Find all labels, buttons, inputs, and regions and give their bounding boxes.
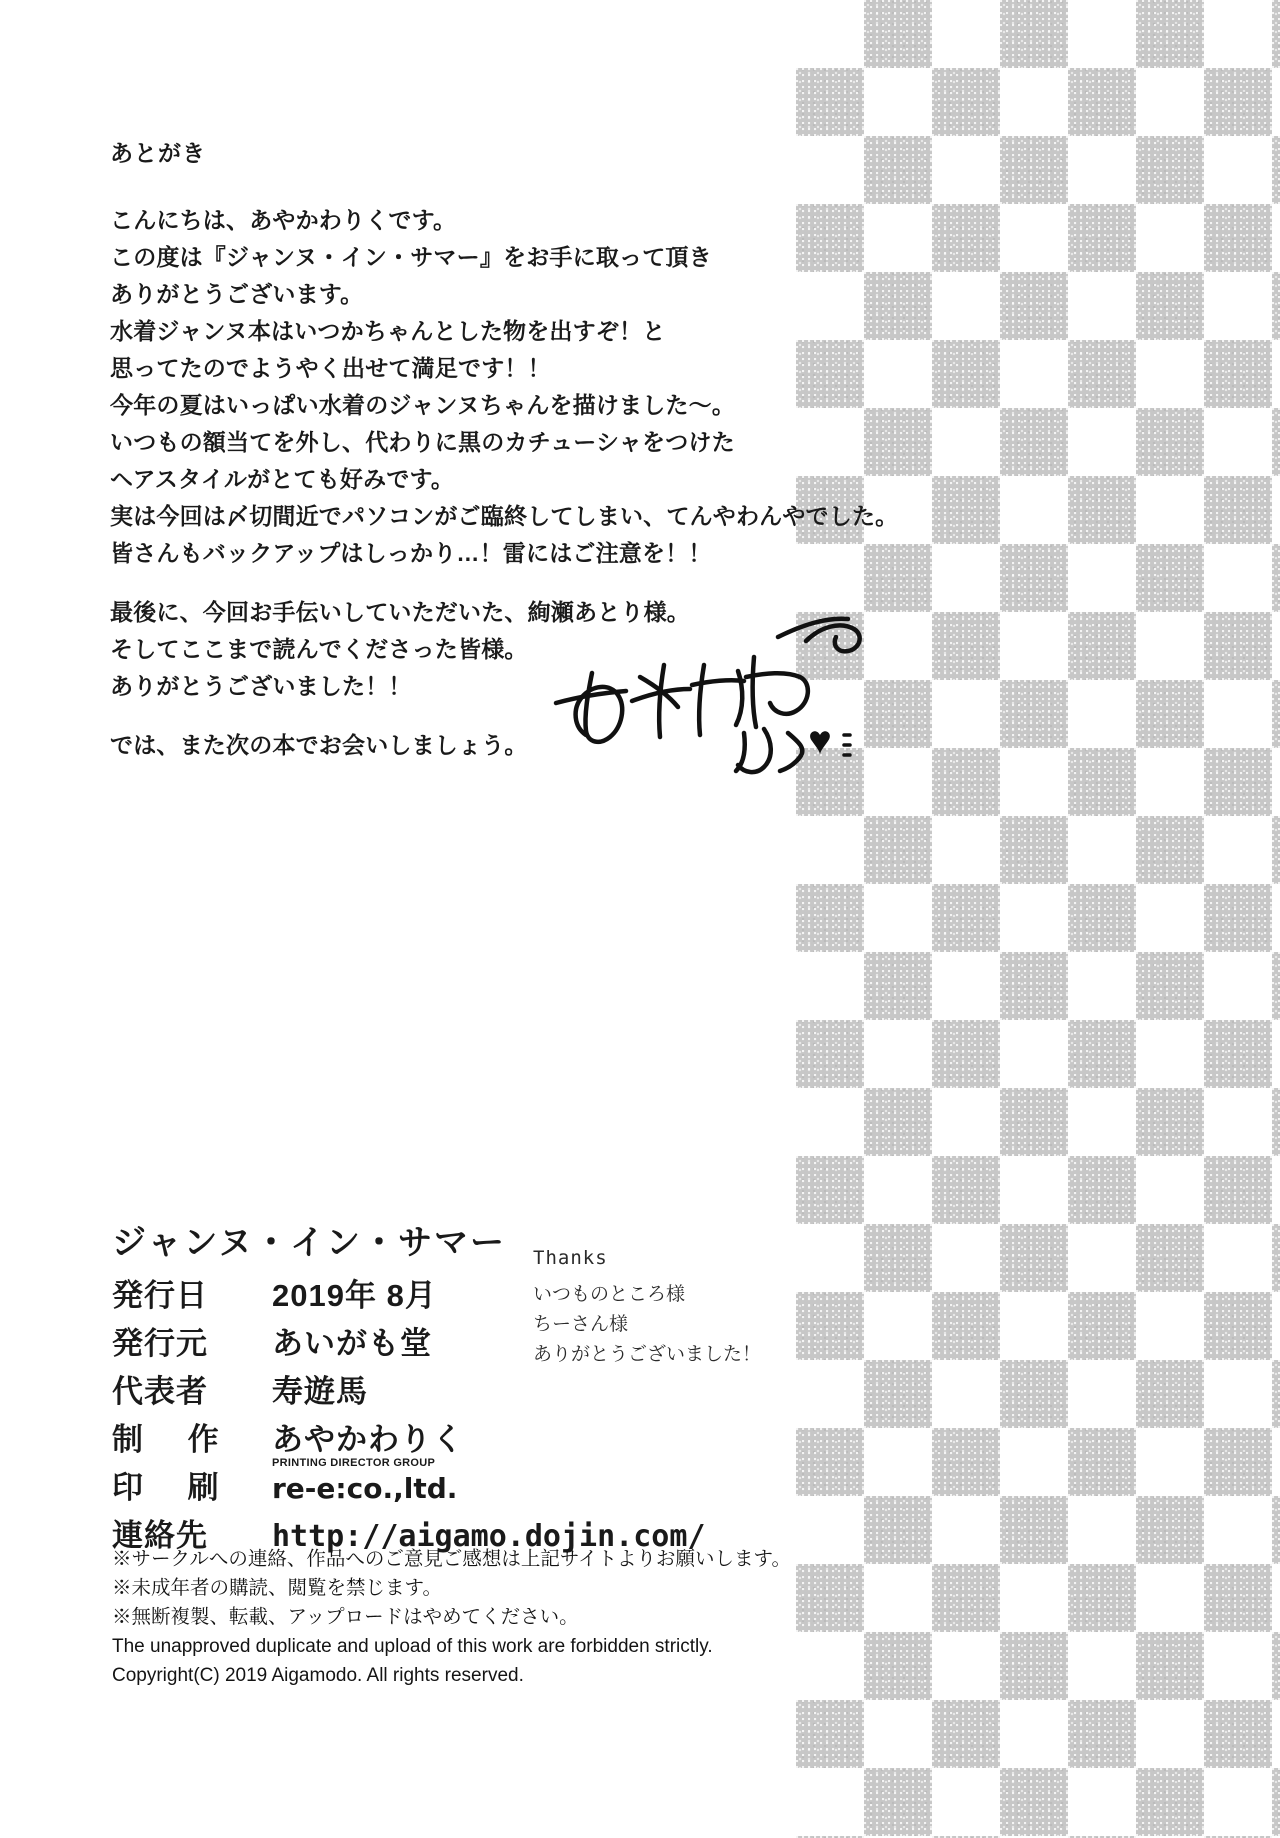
author-signature — [548, 585, 878, 775]
colophon-row-printing — [112, 1457, 892, 1510]
checker-cell — [1204, 68, 1272, 136]
checker-cell — [864, 1088, 932, 1156]
checker-cell — [932, 1564, 1000, 1632]
checker-cell — [1204, 340, 1272, 408]
afterword-line: 思ってたのでようやく出せて満足です！！ — [110, 355, 551, 381]
checker-cell — [1272, 272, 1280, 340]
colophon-row-publisher — [112, 1318, 892, 1366]
checker-cell — [1068, 612, 1136, 680]
checker-cell — [932, 748, 1000, 816]
colophon-label: 発行元 — [112, 1326, 208, 1361]
checker-cell — [864, 408, 932, 476]
checker-cell — [864, 816, 932, 884]
thanks-section — [533, 1243, 761, 1369]
afterword-line: ヘアスタイルがとても好みです。 — [110, 466, 455, 492]
colophon-row-production — [112, 1414, 892, 1462]
checker-cell — [1136, 1496, 1204, 1564]
checker-cell — [932, 1020, 1000, 1088]
colophon-label: 連絡先 — [112, 1518, 208, 1553]
checker-cell — [1204, 612, 1272, 680]
checker-cell — [796, 1156, 864, 1224]
checker-cell — [796, 884, 864, 952]
checker-cell — [1136, 680, 1204, 748]
contact-url[interactable]: http://aigamo.dojin.com/ — [272, 1519, 706, 1554]
printer-block — [272, 1457, 458, 1505]
checker-cell — [1204, 748, 1272, 816]
checker-cell — [1272, 1632, 1280, 1700]
colophon-label: 代表者 — [112, 1374, 208, 1409]
checker-cell — [1000, 1496, 1068, 1564]
checker-cell — [1136, 1360, 1204, 1428]
checker-cell — [1272, 0, 1280, 68]
checker-cell — [932, 340, 1000, 408]
afterword-line: いつもの額当てを外し、代わりに黒のカチューシャをつけた — [110, 429, 735, 455]
note-line: ※未成年者の購読、閲覧を禁じます。 — [112, 1577, 442, 1599]
checker-cell — [1136, 272, 1204, 340]
afterword-line: 水着ジャンヌ本はいつかちゃんとした物を出すぞ！と — [110, 318, 666, 344]
checker-cell — [932, 1292, 1000, 1360]
checker-cell — [1068, 340, 1136, 408]
checker-cell — [1272, 680, 1280, 748]
afterword-line: 実は今回は〆切間近でパソコンがご臨終してしまい、てんやわんやでした。 — [110, 503, 899, 529]
colophon-row-publish-date — [112, 1270, 892, 1318]
afterword-line: 最後に、今回お手伝いしていただいた、絢瀬あとり様。 — [110, 599, 690, 625]
checker-cell — [1068, 1020, 1136, 1088]
checker-cell — [864, 1768, 932, 1836]
afterword-line: こんにちは、あやかわりくです。 — [110, 207, 457, 233]
checker-cell — [1068, 1700, 1136, 1768]
checker-cell — [1068, 1564, 1136, 1632]
checker-cell — [1204, 476, 1272, 544]
checker-cell — [796, 1700, 864, 1768]
checker-cell — [1136, 408, 1204, 476]
checker-cell — [1272, 1768, 1280, 1836]
checker-cell — [1000, 680, 1068, 748]
checker-cell — [1204, 1428, 1272, 1496]
checker-cell — [1000, 1360, 1068, 1428]
thanks-line: いつものところ様 — [533, 1283, 686, 1305]
checker-cell — [1136, 1632, 1204, 1700]
checker-cell — [796, 68, 864, 136]
checker-cell — [1136, 1768, 1204, 1836]
checker-cell — [1204, 1564, 1272, 1632]
colophon-value: あいがも堂 — [272, 1326, 432, 1361]
checker-cell — [1000, 136, 1068, 204]
checker-cell — [1068, 68, 1136, 136]
checker-cell — [1204, 204, 1272, 272]
checker-cell — [1000, 544, 1068, 612]
afterword-line: ありがとうございます。 — [110, 281, 364, 307]
checker-cell — [1068, 1428, 1136, 1496]
afterword-line: ありがとうございました！！ — [110, 673, 412, 699]
checker-cell — [1136, 1088, 1204, 1156]
checker-cell — [1000, 816, 1068, 884]
checker-cell — [1068, 748, 1136, 816]
checker-cell — [932, 204, 1000, 272]
checker-cell — [1272, 1088, 1280, 1156]
note-line: ※無断複製、転載、アップロードはやめてください。 — [112, 1606, 579, 1628]
checker-cell — [1000, 408, 1068, 476]
checker-cell — [1272, 816, 1280, 884]
checker-cell — [1272, 408, 1280, 476]
checker-cell — [1204, 1156, 1272, 1224]
checker-cell — [1136, 0, 1204, 68]
checker-cell — [864, 0, 932, 68]
colophon-section — [112, 1215, 892, 1558]
checker-cell — [932, 68, 1000, 136]
checker-cell — [1272, 952, 1280, 1020]
note-line-english: The unapproved duplicate and upload of this work are forbidden strictly. — [112, 1636, 713, 1657]
checker-cell — [1000, 0, 1068, 68]
checker-cell — [1136, 136, 1204, 204]
colophon-label: 制 作 — [112, 1422, 237, 1457]
afterword-paragraph-1 — [110, 202, 899, 572]
colophon-value: re-e:co.,ltd. — [272, 1472, 458, 1505]
checker-cell — [1068, 204, 1136, 272]
colophon-label: 印 刷 — [112, 1470, 237, 1505]
thanks-heading: Thanks — [533, 1247, 608, 1269]
afterword-line: そしてここまで読んでくださった皆様。 — [110, 636, 528, 662]
afterword-line: この度は『ジャンヌ・イン・サマー』をお手に取って頂き — [110, 244, 712, 270]
checker-cell — [932, 1428, 1000, 1496]
checker-cell — [1272, 136, 1280, 204]
checker-cell — [864, 952, 932, 1020]
afterword-line: 今年の夏はいっぱい水着のジャンヌちゃんを描けました～。 — [110, 392, 736, 418]
checker-cell — [864, 136, 932, 204]
colophon-row-representative — [112, 1366, 892, 1414]
thanks-line: ちーさん様 — [533, 1313, 629, 1335]
colophon-title: ジャンヌ・イン・サマー — [112, 1224, 506, 1262]
checker-cell — [1068, 476, 1136, 544]
checker-cell — [1000, 1632, 1068, 1700]
checker-cell — [1136, 816, 1204, 884]
note-line: ※サークルへの連絡、作品へのご意見ご感想は上記サイトよりお願いします。 — [112, 1548, 791, 1570]
checker-cell — [1136, 544, 1204, 612]
afterword-line: では、また次の本でお会いしましょう。 — [110, 732, 528, 758]
thanks-line: ありがとうございました！ — [533, 1343, 762, 1365]
checker-cell — [932, 612, 1000, 680]
checker-cell — [1068, 1156, 1136, 1224]
checker-cell — [1272, 1496, 1280, 1564]
checker-cell — [1068, 1292, 1136, 1360]
checker-cell — [1204, 884, 1272, 952]
checker-cell — [1204, 1292, 1272, 1360]
printer-kicker: PRINTING DIRECTOR GROUP — [272, 1457, 436, 1469]
checker-cell — [864, 272, 932, 340]
checker-cell — [932, 1156, 1000, 1224]
checker-cell — [1272, 1224, 1280, 1292]
checker-cell — [1272, 1360, 1280, 1428]
afterword-line: 皆さんもバックアップはしっかり…！雷にはご注意を！！ — [110, 540, 712, 566]
checker-cell — [932, 476, 1000, 544]
checker-cell — [932, 1700, 1000, 1768]
colophon-label: 発行日 — [112, 1278, 208, 1313]
checker-cell — [1136, 952, 1204, 1020]
checker-cell — [1136, 1224, 1204, 1292]
checker-cell — [1000, 272, 1068, 340]
checker-cell — [796, 1020, 864, 1088]
colophon-value: あやかわりく — [272, 1422, 464, 1457]
copyright-line: Copyright(C) 2019 Aigamodo. All rights reserved. — [112, 1665, 524, 1686]
checker-cell — [1000, 952, 1068, 1020]
colophon-value: 2019年 8月 — [272, 1278, 437, 1313]
checker-cell — [1000, 1768, 1068, 1836]
notes-section — [112, 1545, 912, 1690]
checker-cell — [1204, 1020, 1272, 1088]
colophon-value: 寿遊馬 — [272, 1374, 368, 1409]
checker-cell — [1000, 1224, 1068, 1292]
afterword-heading: あとがき — [110, 140, 206, 166]
checker-cell — [1068, 884, 1136, 952]
checker-cell — [1204, 1700, 1272, 1768]
checker-cell — [1272, 544, 1280, 612]
checker-cell — [1000, 1088, 1068, 1156]
checker-cell — [932, 884, 1000, 952]
